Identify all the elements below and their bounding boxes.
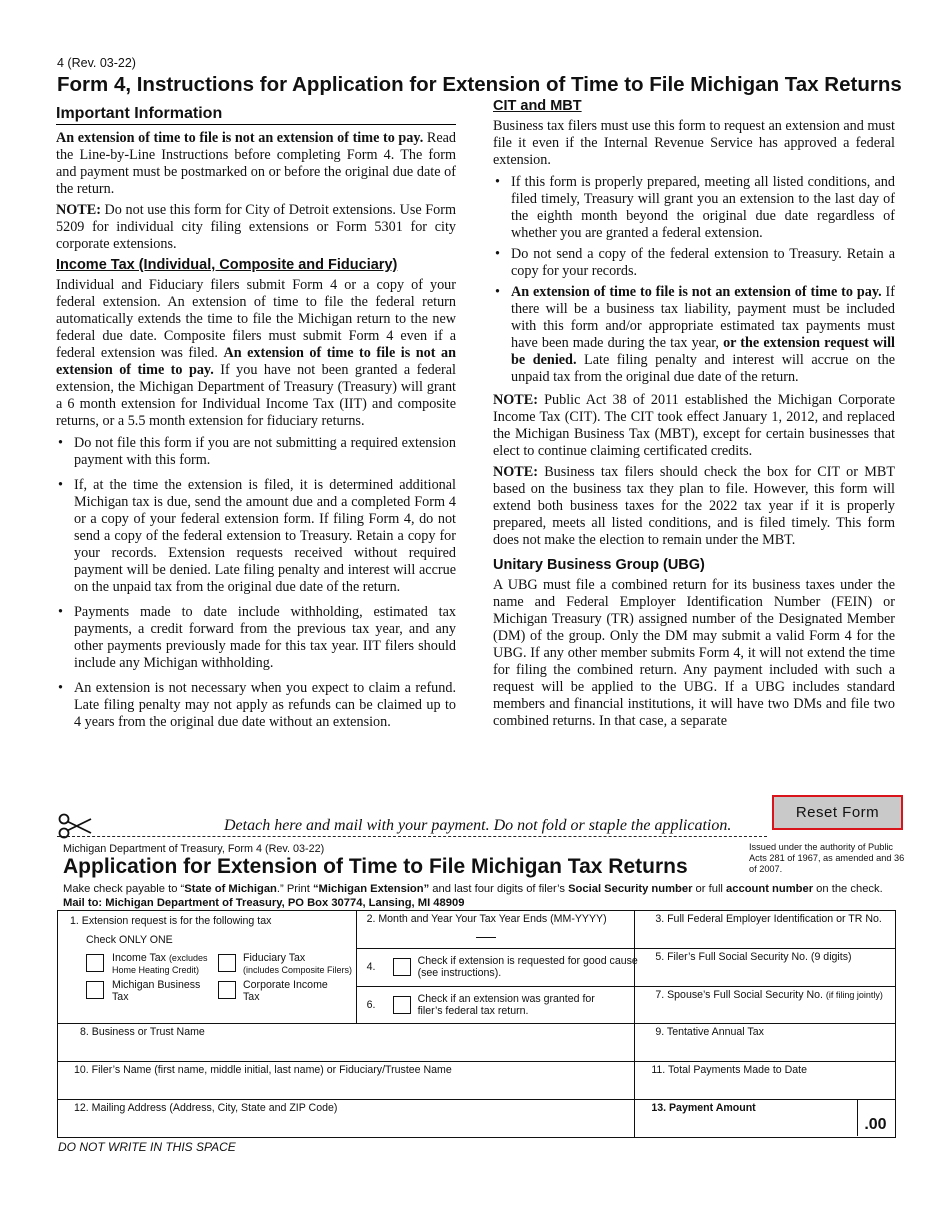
option-note: (excludes <box>168 953 208 963</box>
field-6-number: 6. <box>366 999 376 1011</box>
income-tax-heading: Income Tax (Individual, Composite and Fiduciary) <box>56 257 398 273</box>
mailing-address-cell[interactable] <box>58 1100 635 1138</box>
cit-mbt-heading: CIT and MBT <box>493 98 582 114</box>
field-7-label <box>655 989 889 1002</box>
list-item <box>493 284 895 386</box>
ubg-paragraph: A UBG must file a combined return for its business taxes under the name and Federal Employer Identification Number (FEIN) or Michigan Treasury (TR) assigned number of the Designated Member (DM) of the group. Only the DM may submit a valid Form 4 for the UBG. If any other member submits Form 4, it will not extend the time for filing the combined return. Any payment included with such a request will be applied to the UBG. If a UBG includes standard members and financial institutions, it will have two DMs and file two combined returns. In that case, a separate <box>493 577 895 729</box>
income-tax-checkbox[interactable] <box>86 954 104 972</box>
form-revision: 4 (Rev. 03-22) <box>57 56 136 70</box>
note-label: NOTE: <box>493 464 538 480</box>
payment-amount-box <box>635 1100 895 1136</box>
field-11-label: 11. Total Payments Made to Date <box>651 1064 807 1076</box>
good-cause-checkbox[interactable] <box>393 958 411 976</box>
check-bold: State of Michigan <box>184 883 277 895</box>
do-not-write-notice: DO NOT WRITE IN THIS SPACE <box>58 1140 236 1154</box>
field-3-label: 3. Full Federal Employer Identification or TR No. <box>655 913 882 925</box>
cit-bullets <box>493 174 895 386</box>
list-item: • Do not file this form if you are not submitting a required extension payment with this form. <box>56 435 456 469</box>
detach-instruction: Detach here and mail with your payment. Do not fold or staple the application. <box>224 817 732 834</box>
federal-extension-checkbox[interactable] <box>393 996 411 1014</box>
federal-extension-row <box>367 989 629 1023</box>
detroit-note <box>56 202 456 253</box>
business-name-cell[interactable] <box>58 1024 635 1062</box>
detach-line <box>57 836 767 837</box>
check-text: .” Print <box>276 883 313 895</box>
field-8-label: 8. Business or Trust Name <box>80 1026 205 1038</box>
field-12-label: 12. Mailing Address (Address, City, State and ZIP Code) <box>74 1102 338 1114</box>
field-5-label: 5. Filer’s Full Social Security No. (9 digits) <box>655 951 852 963</box>
instructions-left-column <box>56 104 456 739</box>
note-text: Business tax filers should check the box for CIT or MBT based on the business tax they plan to file. However, this form will extend both business taxes for the 2022 tax year if it is properly prepared, meets all listed conditions, and is filed timely. This form does not make the election to remain under the MBT. <box>493 464 895 548</box>
important-paragraph <box>56 130 456 198</box>
fiduciary-tax-checkbox[interactable] <box>218 954 236 972</box>
filer-ssn-cell[interactable] <box>635 949 896 987</box>
important-information-heading: Important Information <box>56 104 456 125</box>
income-text-1: Individual and Fiduciary filers submit Form 4 or a copy of your federal extension. An extension of time to file the federal return automatically extends the time to file the Michigan return to the new federal due date. Composite filers must submit Form 4 even if a federal extension was filed. <box>56 277 456 361</box>
check-text: and last four digits of filer’s <box>429 883 569 895</box>
important-text: Read the Line-by-Line Instructions before completing Form 4. The form and payment must be postmarked on or before the original due date of the return. <box>56 130 457 197</box>
option-note: (includes Composite Filers) <box>243 965 353 975</box>
check-text: on the check. <box>813 883 883 895</box>
cit-note <box>493 392 895 460</box>
extension-form-table <box>57 910 896 1138</box>
tax-type-cell <box>58 911 357 1024</box>
michigan-business-tax-checkbox[interactable] <box>86 981 104 999</box>
option-text: Tax <box>243 991 260 1003</box>
note-label: NOTE: <box>56 202 101 218</box>
check-bold: account number <box>726 883 814 895</box>
field-9-label: 9. Tentative Annual Tax <box>655 1026 764 1038</box>
federal-extension-label: Check if an extension was granted for filer’s federal tax return. <box>417 993 595 1017</box>
field-2-label: 2. Month and Year Your Tax Year Ends (MM-YYYY) <box>366 913 607 925</box>
fiduciary-tax-label <box>243 952 352 976</box>
federal-extension-cell <box>356 987 635 1024</box>
corporate-income-tax-checkbox[interactable] <box>218 981 236 999</box>
option-text: Fiduciary Tax <box>243 952 306 964</box>
field-10-label: 10. Filer’s Name (first name, middle initial, last name) or Fiduciary/Trustee Name <box>74 1064 452 1076</box>
tax-year-end-cell[interactable] <box>356 911 635 949</box>
cents-divider <box>857 1100 858 1136</box>
field-7-text: 7. Spouse’s Full Social Security No. <box>655 989 823 1001</box>
instructions-right-column <box>493 98 895 734</box>
check-only-one: Check ONLY ONE <box>86 934 173 946</box>
bullet-bold: An extension of time to file is not an extension of time to pay. <box>511 284 882 300</box>
ubg-heading: Unitary Business Group (UBG) <box>493 557 705 573</box>
option-text: Corporate Income <box>243 979 328 991</box>
authority-note: Issued under the authority of Public Acts 281 of 1967, as amended and 36 of 2007. <box>749 842 905 874</box>
fein-cell[interactable] <box>635 911 896 949</box>
income-tax-bullets <box>56 435 456 731</box>
payment-amount-cell[interactable] <box>635 1100 896 1138</box>
note-text: Public Act 38 of 2011 established the Michigan Corporate Income Tax (CIT). The CIT took effect January 1, 2012, and replaced the Michigan Business Tax (MBT), except for certain businesses that elect to continue claiming certificated credits. <box>493 392 895 459</box>
good-cause-label: Check if extension is requested for good cause (see instructions). <box>417 955 638 979</box>
income-tax-label <box>112 952 207 976</box>
payment-instructions <box>63 882 893 910</box>
bullet-text-end: Late filing penalty and interest will accrue on the unpaid tax from the original due date of the return. <box>511 352 895 385</box>
note-label: NOTE: <box>493 392 538 408</box>
total-payments-cell[interactable] <box>635 1062 896 1100</box>
option-note: Home Heating Credit) <box>112 965 200 975</box>
date-separator <box>476 937 496 938</box>
check-bold: Social Security number <box>568 883 693 895</box>
field-7-note: (if filing jointly) <box>825 990 883 1000</box>
tax-type-options <box>70 950 353 1014</box>
field-13-label: 13. Payment Amount <box>651 1102 756 1114</box>
list-item: • Do not send a copy of the federal extension to Treasury. Retain a copy for your records. <box>493 246 895 280</box>
option-text: Income Tax <box>112 952 166 964</box>
bullet-text: If there will be a business tax liability, payment must be included with this form and/or appropriate estimated tax payments must have been made during the tax year, <box>511 284 896 351</box>
filer-name-cell[interactable] <box>58 1062 635 1100</box>
list-item: • If, at the time the extension is filed, it is determined additional Michigan tax is due, send the amount due and a completed Form 4 or a copy of your federal extension form. If filing Form 4, do not send a copy of the federal extension to Treasury. Retain a copy for your records. Extension requests received without required payment will be denied. Late filing penalty and interest will accrue on the unpaid tax from the original due date of the return. <box>56 477 456 596</box>
page-title: Form 4, Instructions for Application for Extension of Time to File Michigan Tax Returns <box>57 73 902 96</box>
reset-form-button[interactable]: Reset Form <box>772 795 903 830</box>
spouse-ssn-cell[interactable] <box>635 987 896 1024</box>
check-text: Make check payable to “ <box>63 883 185 895</box>
corporate-income-tax-label <box>243 979 328 1003</box>
check-text: or full <box>692 883 727 895</box>
michigan-business-tax-label <box>112 979 200 1003</box>
tentative-tax-cell[interactable] <box>635 1024 896 1062</box>
field-4-number: 4. <box>366 961 376 973</box>
department-line: Michigan Department of Treasury, Form 4 (Rev. 03-22) <box>63 843 325 855</box>
check-bold: “Michigan Extension” <box>312 883 430 895</box>
application-title: Application for Extension of Time to File Michigan Tax Returns <box>63 855 688 878</box>
income-bold: An extension of time to file is not an extension of time to pay. <box>56 345 456 378</box>
good-cause-row <box>366 951 638 985</box>
list-item: • An extension is not necessary when you expect to claim a refund. Late filing penalty may not apply as refunds can be claimed up to 4 years from the original due date without an extension. <box>56 680 456 731</box>
good-cause-cell <box>356 949 638 987</box>
field-1-label: 1. Extension request is for the following tax <box>70 915 272 927</box>
option-text: Tax <box>112 991 129 1003</box>
scissors-icon <box>57 813 93 844</box>
cents-label: .00 <box>864 1116 887 1133</box>
income-text-2: If you have not been granted a federal extension, the Michigan Department of Treasury (Treasury) will grant a 6 month extension for Individual Income Tax (IIT) and composite returns, or a 5.5 month extension for fiduciary returns. <box>56 362 456 429</box>
cit-paragraph: Business tax filers must use this form to request an extension and must file it even if the Internal Revenue Service has approved a federal extension. <box>493 118 895 168</box>
important-bold: An extension of time to file is not an extension of time to pay. <box>56 130 424 146</box>
option-text: Michigan Business <box>112 979 201 991</box>
income-tax-paragraph <box>56 277 456 430</box>
list-item: • Payments made to date include withholding, estimated tax payments, a credit forward from the previous tax year, and any other payments previously made for this tax year. IIT filers should include any Michigan withholding. <box>56 604 456 672</box>
business-tax-note <box>493 464 895 549</box>
mail-to-address: Mail to: Michigan Department of Treasury, PO Box 30774, Lansing, MI 48909 <box>63 897 465 909</box>
note-text: Do not use this form for City of Detroit extensions. Use Form 5209 for individual city filing extensions or Form 5301 for city corporate extensions. <box>56 202 456 252</box>
list-item: • If this form is properly prepared, meeting all listed conditions, and filed timely, Treasury will grant you an extension to the last day of the eighth month beyond the original due date regardless of whether you are granted a federal extension. <box>493 174 895 242</box>
bullet-bold-2: or the extension request will be denied. <box>511 335 895 368</box>
